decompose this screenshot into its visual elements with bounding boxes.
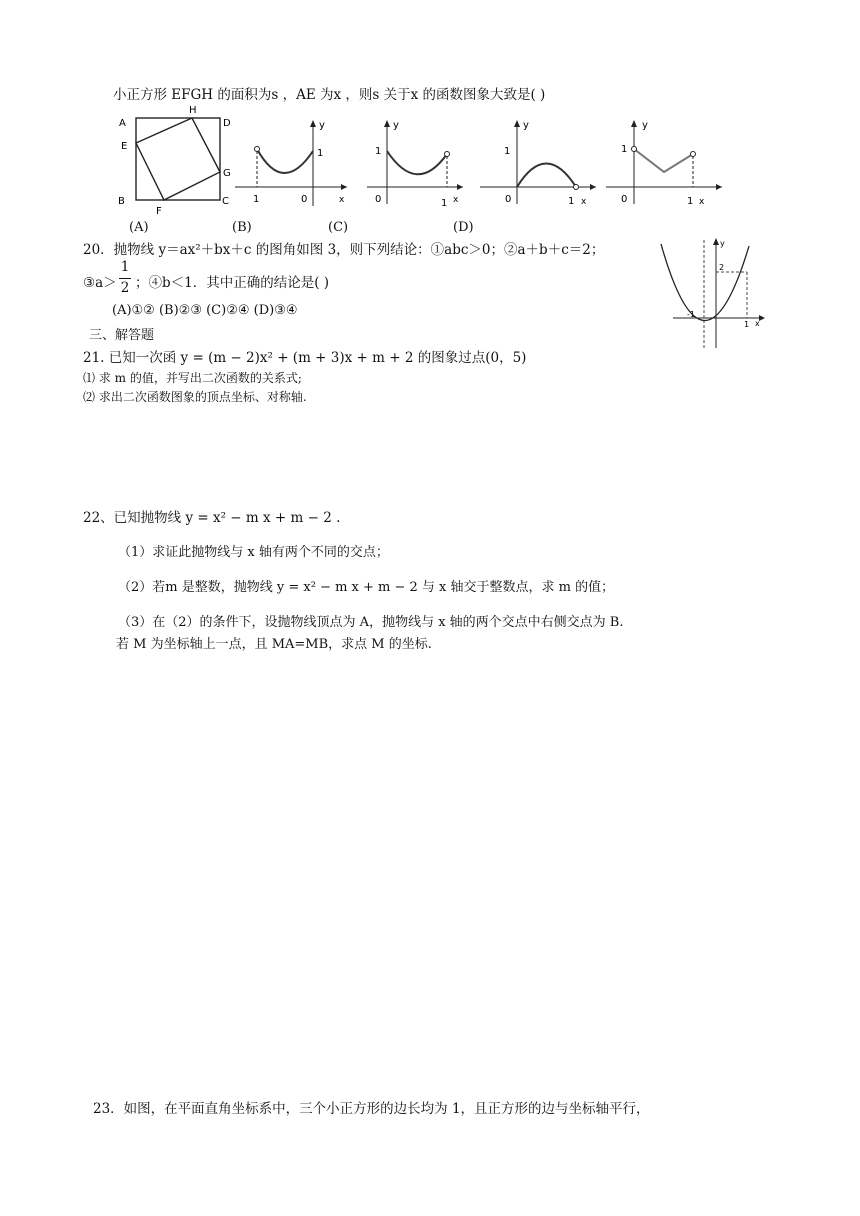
label-H: H <box>189 105 197 116</box>
tick-1: 1 <box>253 194 260 205</box>
fraction-bar <box>119 278 131 279</box>
axis-x: x <box>339 195 345 205</box>
q22-sub3: （3）在（2）的条件下，设抛物线顶点为 A，抛物线与 x 轴的两个交点中右侧交点为 B. <box>118 615 624 630</box>
q21-sub1: ⑴ 求 m 的值，并写出二次函数的关系式; <box>83 371 302 385</box>
graph-B <box>235 118 350 210</box>
tick-0: 0 <box>505 194 512 205</box>
tick-1: 1 <box>375 146 382 157</box>
q23-line1: 23．如图，在平面直角坐标系中，三个小正方形的边长均为 1，且正方形的边与坐标轴平行， <box>93 1101 650 1117</box>
graph-D-sine <box>480 118 600 210</box>
q22-sub3b: 若 M 为坐标轴上一点，且 MA=MB，求点 M 的坐标. <box>116 637 432 652</box>
tick-2: 2 <box>719 263 725 272</box>
q21-line1: 21. 已知一次函 y = (m − 2)x² + (m + 3)x + m + 2 的图象过点(0，5) <box>83 350 527 366</box>
tick-0: 0 <box>621 194 628 205</box>
q20-choices: (A)①② (B)②③ (C)②④ (D)③④ <box>112 303 298 318</box>
q20-line1: 20．抛物线 y＝ax²＋bx＋c 的图角如图 3，则下列结论：①abc＞0；②a＋b＋c＝2； <box>83 242 605 258</box>
axis-y: y <box>393 120 399 131</box>
fraction-denominator: 2 <box>120 280 130 296</box>
axis-y: y <box>523 120 529 131</box>
tick-0: 0 <box>375 194 382 205</box>
tick-1: 1 <box>504 146 511 157</box>
option-C: (C) <box>328 220 349 235</box>
axis-y: y <box>720 239 725 248</box>
graph-D-vshape <box>606 118 726 210</box>
section-title: 三、解答题 <box>89 328 155 343</box>
q20-line2-post: ；④b＜1．其中正确的结论是( ) <box>135 275 330 291</box>
label-D: D <box>223 118 231 129</box>
q22-sub2: （2）若m 是整数，抛物线 y = x² − m x + m − 2 与 x 轴交于整数点，求 m 的值； <box>118 580 615 595</box>
axis-x: x <box>699 197 705 207</box>
label-E: E <box>121 141 128 152</box>
tick-1: 1 <box>687 196 694 207</box>
label-F: F <box>156 206 162 216</box>
tick-1: 1 <box>621 144 628 155</box>
tick-1: 1 <box>568 196 575 207</box>
q22-sub1: （1）求证此抛物线与 x 轴有两个不同的交点； <box>118 545 389 560</box>
fraction-numerator: 1 <box>120 259 130 275</box>
axis-x: x <box>453 195 459 205</box>
axis-x: x <box>755 319 760 328</box>
label-B: B <box>118 196 125 207</box>
label-G: G <box>223 168 231 179</box>
q21-sub2: ⑵ 求出二次函数图象的顶点坐标、对称轴. <box>83 390 307 404</box>
option-B: (B) <box>232 220 252 235</box>
tick-neg1: -1 <box>687 310 695 319</box>
label-C: C <box>222 196 229 207</box>
label-A: A <box>119 118 126 129</box>
tick-1: 1 <box>441 198 448 209</box>
q22-line1: 22、已知抛物线 y = x² − m x + m − 2 . <box>83 510 341 526</box>
option-D: (D) <box>453 220 474 235</box>
square-figure <box>112 104 236 216</box>
tick-0: 0 <box>301 194 308 205</box>
tick-1: 1 <box>744 320 750 329</box>
axis-y: y <box>642 120 648 131</box>
option-A: (A) <box>129 220 149 235</box>
q19-stem: 小正方形 EFGH 的面积为s ，AE 为x ，则s 关于x 的函数图象大致是( ) <box>113 87 546 103</box>
axis-x: x <box>581 197 587 207</box>
parabola-figure <box>655 236 767 354</box>
graph-C <box>367 118 467 210</box>
q20-line2-pre: ③a＞ <box>83 275 117 291</box>
axis-y: y <box>319 120 325 131</box>
tick-1: 1 <box>317 148 324 159</box>
